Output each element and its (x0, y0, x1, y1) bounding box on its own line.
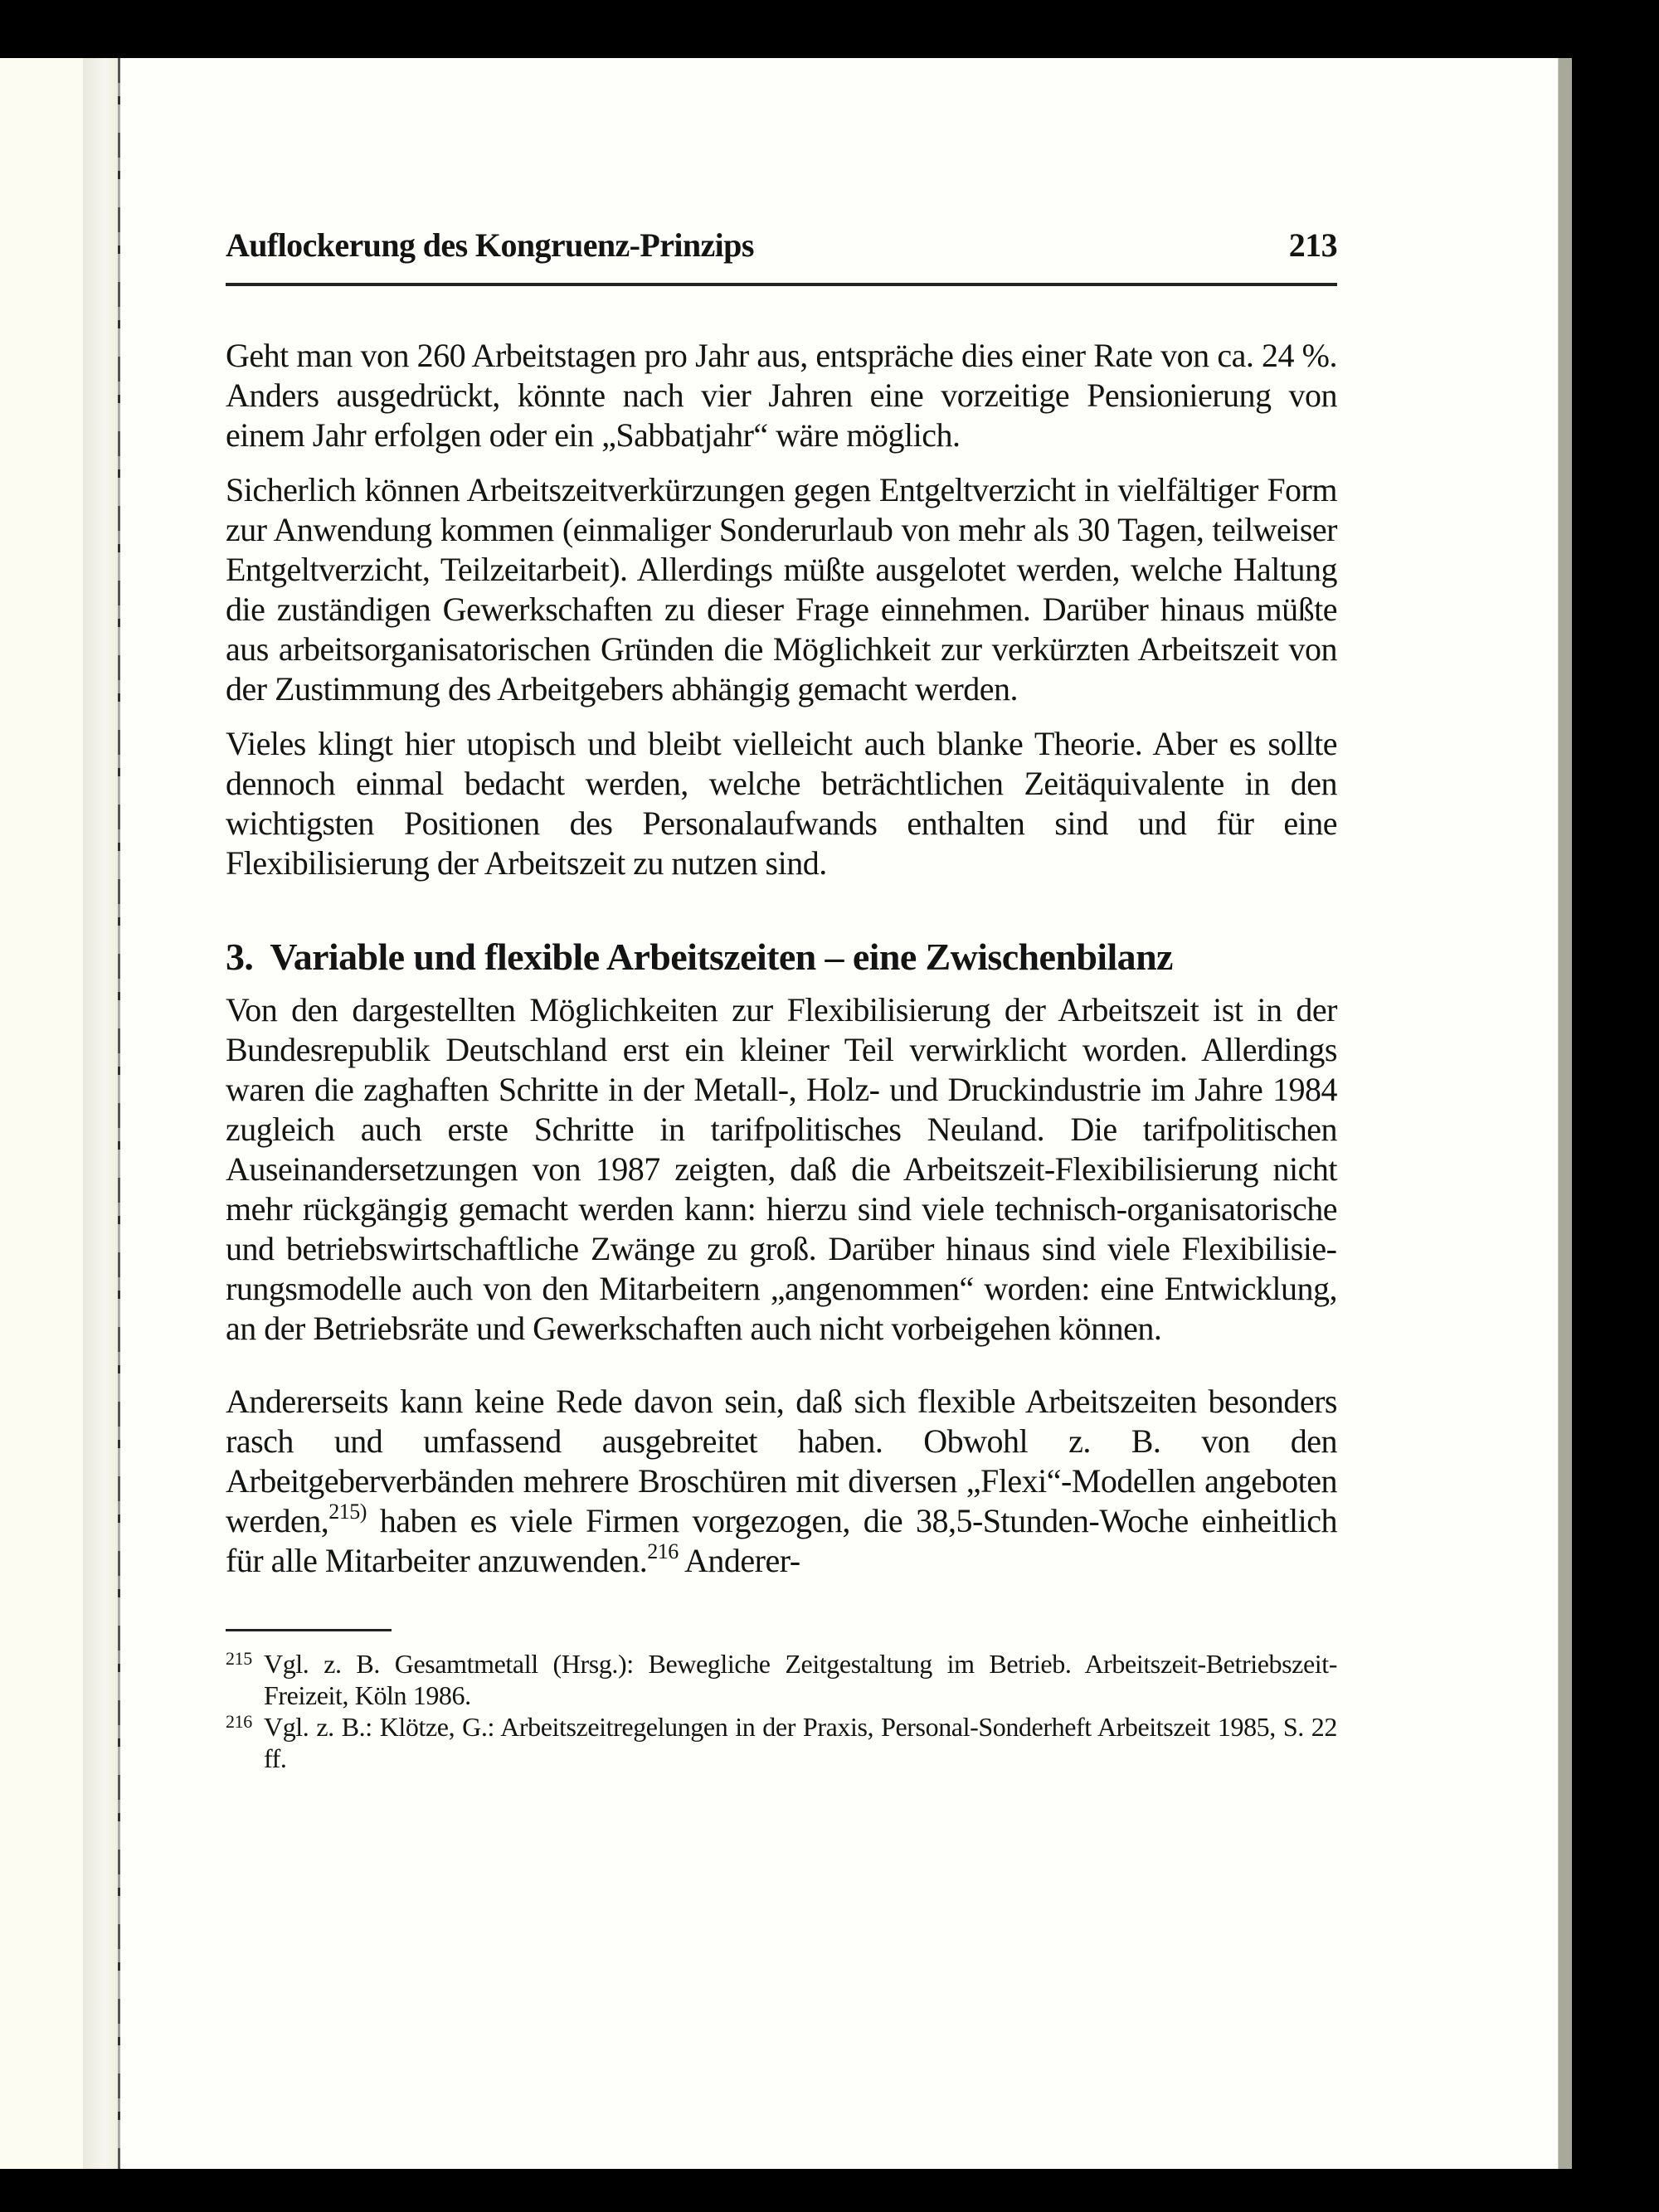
footnote-number: 216 (226, 1711, 252, 1732)
running-head (226, 226, 1337, 286)
paragraph: Geht man von 260 Arbeitstagen pro Jahr aus, entspräche dies einer Rate von ca. 24 %. Anders ausgedrückt, könnte nach vier Jahren eine vorzeitige Pensionierung von einem Jahr erfolgen oder ein „Sabbatjahr“ wäre möglich. (226, 337, 1337, 454)
paragraph-text: Andererseits kann keine Rede davon sein, daß sich flexible Arbeitszeiten besonders rasch und umfassend ausgebreitet haben. Obwohl z. B. von den Arbeitgeberverbänden mehrere Broschüren mit diversen „Flexi“-Modellen angeboten werden, (226, 1383, 1337, 1539)
paragraph-text: haben es viele Firmen vorgezogen, die 38,5-Stunden-Woche einheitlich für alle Mitarbeiter anzuwenden. (226, 1502, 1337, 1579)
page-content (226, 226, 1337, 1774)
previous-page-edge (0, 58, 83, 2169)
footnote-text: Vgl. z. B.: Klötze, G.: Arbeitszeitregelungen in der Praxis, Personal-Sonderheft Arbeitszeit 1985, S. 22 ff. (264, 1712, 1337, 1773)
footnotes (226, 1648, 1337, 1774)
binding-line (118, 58, 120, 2169)
section-number: 3. (226, 936, 254, 978)
section-title: Variable und flexible Arbeitszeiten – eine Zwischenbilanz (270, 936, 1173, 978)
footnote-separator (226, 1629, 392, 1631)
footnote-reference[interactable]: 215) (328, 1500, 367, 1524)
paragraph (226, 1382, 1337, 1581)
paragraph: Sicherlich können Arbeitszeitverkürzungen gegen Entgeltverzicht in vielfältiger Form zur Anwendung kommen (einmaliger Sonderurlaub von mehr als 30 Tagen, teilweiser Entgeltverzicht, Teilzeitarbeit). Allerdings müßte ausgelotet werden, welche Haltung die zuständigen Gewerkschaften zu dieser Frage einnehmen. Darüber hinaus müßte aus arbeitsorganisatorischen Gründen die Möglichkeit zur verkürzten Arbeitszeit von der Zustimmung des Arbeitgebers abhängig gemacht werden. (226, 471, 1337, 707)
footnote-text: Vgl. z. B. Gesamtmetall (Hrsg.): Bewegliche Zeitgestaltung im Betrieb. Arbeitszeit-Betriebszeit-Freizeit, Köln 1986. (264, 1649, 1337, 1710)
running-head-title: Auflockerung des Kongruenz-Prinzips (226, 226, 754, 264)
paragraph: Von den dargestellten Möglichkeiten zur Flexibilisierung der Arbeitszeit ist in der Bundesrepublik Deutschland erst ein kleiner Teil verwirklicht worden. Allerdings waren die zaghaften Schritte in der Metall-, Holz- und Druckindustrie im Jahre 1984 zugleich auch erste Schritte in tarifpolitisches Neuland. Die tarifpolitischen Auseinandersetzungen von 1987 zeigten, daß die Arbeitszeit-Flexibilisierung nicht mehr rückgängig gemacht werden kann: hierzu sind viele technisch-organisatorische und betriebswirtschaftliche Zwänge zu groß. Darüber hinaus sind viele Flexibilisierungsmodelle auch von den Mitarbeitern „angenommen“ worden: eine Entwicklung, an der Betriebsräte und Gewerkschaften auch nicht vorbeigehen können. (226, 991, 1337, 1347)
footnote-number: 215 (226, 1648, 252, 1669)
section-heading (226, 935, 1337, 979)
footnote (226, 1648, 1337, 1711)
page-edge-shadow (1558, 58, 1572, 2169)
book-page (0, 58, 1572, 2169)
footnote-reference[interactable]: 216 (647, 1539, 679, 1563)
paragraph-text: Anderer- (678, 1542, 800, 1579)
paragraph: Vieles klingt hier utopisch und bleibt vielleicht auch blanke Theorie. Aber es sollte dennoch einmal bedacht werden, welche beträchtlichen Zeitäquivalente in den wichtigsten Positionen des Personalaufwands enthalten sind und für eine Flexibilisierung der Arbeitszeit zu nutzen sind. (226, 725, 1337, 882)
book-gutter (83, 58, 119, 2169)
footnote (226, 1711, 1337, 1774)
page-number: 213 (1288, 226, 1337, 264)
